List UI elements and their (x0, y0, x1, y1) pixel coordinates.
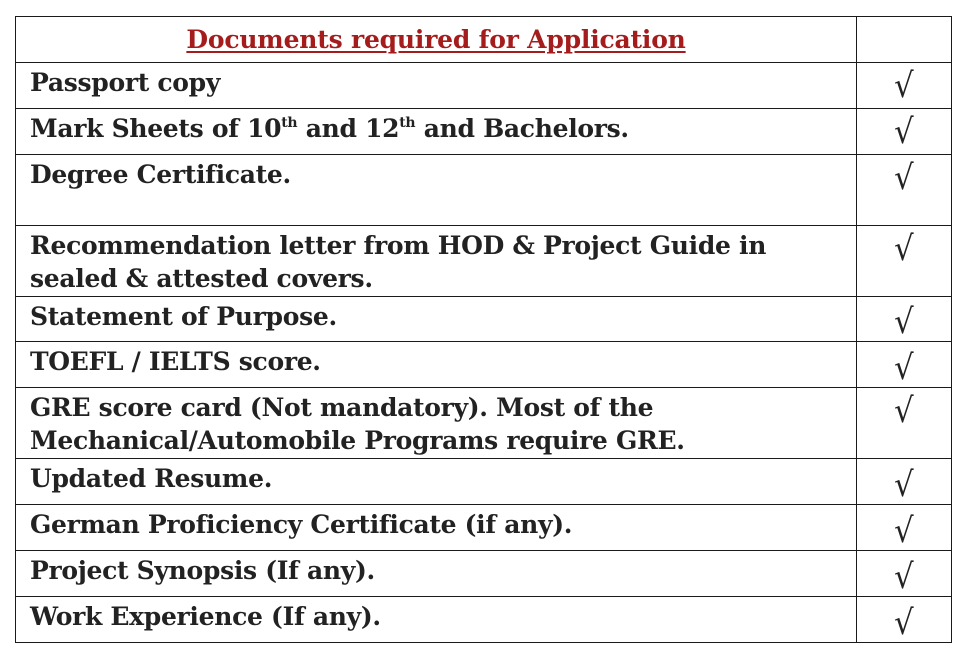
check-cell (857, 109, 952, 155)
document-item: Project Synopsis (If any). (16, 551, 857, 597)
check-mark-icon: √ (894, 158, 914, 198)
table-row (16, 342, 952, 388)
document-item: TOEFL / IELTS score. (16, 342, 857, 388)
check-cell (857, 342, 952, 388)
table-row (16, 505, 952, 551)
check-cell (857, 505, 952, 551)
documents-table (15, 16, 952, 643)
check-cell (857, 388, 952, 459)
check-cell (857, 226, 952, 297)
table-header-check-cell (857, 17, 952, 63)
check-cell (857, 551, 952, 597)
document-item: Statement of Purpose. (16, 297, 857, 342)
check-mark-icon: √ (894, 229, 914, 269)
document-item: Degree Certificate. (16, 155, 857, 226)
table-header-row (16, 17, 952, 63)
document-item: German Proficiency Certificate (if any). (16, 505, 857, 551)
document-item: Work Experience (If any). (16, 597, 857, 643)
document-item: Recommendation letter from HOD & Project Guide in sealed & attested covers. (16, 226, 857, 297)
check-cell (857, 297, 952, 342)
check-cell (857, 63, 952, 109)
table-row (16, 597, 952, 643)
table-header-cell (16, 17, 857, 63)
check-mark-icon: √ (894, 391, 914, 431)
table-row (16, 63, 952, 109)
check-mark-icon: √ (894, 557, 914, 597)
check-mark-icon: √ (894, 511, 914, 551)
check-mark-icon: √ (894, 348, 914, 388)
document-item: Passport copy (16, 63, 857, 109)
check-mark-icon: √ (894, 66, 914, 106)
document-item: GRE score card (Not mandatory). Most of the Mechanical/Automobile Programs require GRE. (16, 388, 857, 459)
table-row (16, 155, 952, 226)
document-item: Mark Sheets of 10th and 12th and Bachelors. (16, 109, 857, 155)
check-cell (857, 155, 952, 226)
check-cell (857, 459, 952, 505)
table-title: Documents required for Application (186, 25, 686, 54)
table-row (16, 551, 952, 597)
check-mark-icon: √ (894, 465, 914, 505)
check-cell (857, 597, 952, 643)
document-item: Updated Resume. (16, 459, 857, 505)
check-mark-icon: √ (894, 302, 914, 342)
check-mark-icon: √ (894, 603, 914, 643)
table-row (16, 226, 952, 297)
table-row (16, 109, 952, 155)
table-row (16, 388, 952, 459)
table-row (16, 459, 952, 505)
check-mark-icon: √ (894, 112, 914, 152)
table-row (16, 297, 952, 342)
